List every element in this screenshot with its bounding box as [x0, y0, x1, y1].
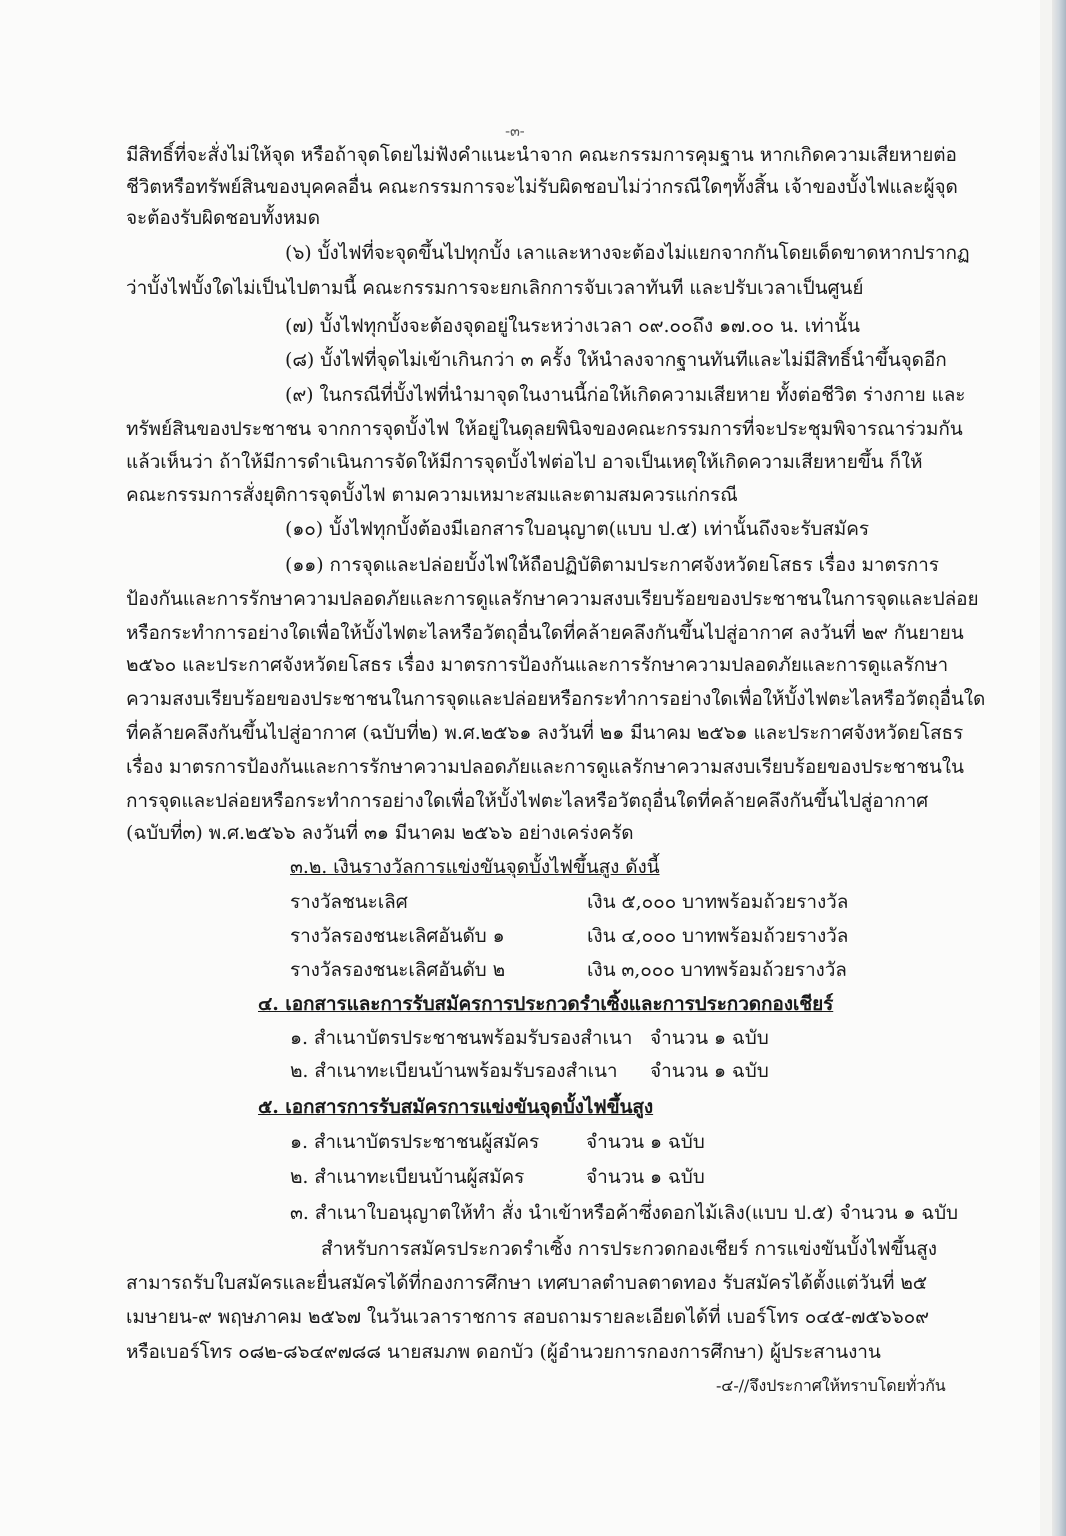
prize-2-name: รางวัลรองชนะเลิศอันดับ ๑	[290, 925, 505, 947]
rule-11-line-4: ๒๕๖๐ และประกาศจังหวัดยโสธร เรื่อง มาตรการป้องกันและการรักษาความปลอดภัยและการดูแลรักษา	[126, 654, 949, 676]
page-edge	[1052, 0, 1066, 1536]
section-4-item-1-qty: จำนวน ๑ ฉบับ	[650, 1027, 769, 1049]
section-5-item-2-qty: จำนวน ๑ ฉบับ	[586, 1166, 705, 1188]
section-4-item-2-name: ๒. สำเนาทะเบียนบ้านพร้อมรับรองสำเนา	[290, 1060, 618, 1082]
closing-line-4: หรือเบอร์โทร ๐๘๒-๘๖๔๙๗๘๘ นายสมภพ ดอกบัว (ผู้อำนวยการกองการศึกษา) ผู้ประสานงาน	[126, 1341, 881, 1363]
rule-11-line-9: (ฉบับที่๓) พ.ศ.๒๕๖๖ ลงวันที่ ๓๑ มีนาคม ๒๕๖๖ อย่างเคร่งครัด	[126, 822, 634, 844]
rule-11-line-7: เรื่อง มาตรการป้องกันและการรักษาความปลอดภัยและการดูแลรักษาความสงบเรียบร้อยของประชาชนใน	[126, 756, 964, 778]
prize-heading: ๓.๒. เงินรางวัลการแข่งขันจุดบั้งไฟขึ้นสูง ดังนี้	[290, 856, 660, 878]
rule-11-line-2: ป้องกันและการรักษาความปลอดภัยและการดูแลรักษาความสงบเรียบร้อยของประชาชนในการจุดและปล่อย	[126, 588, 979, 610]
rule-10: (๑๐) บั้งไฟทุกบั้งต้องมีเอกสารใบอนุญาต(แบบ ป.๕) เท่านั้นถึงจะรับสมัคร	[285, 518, 869, 540]
intro-line-1: มีสิทธิ์ที่จะสั่งไม่ให้จุด หรือถ้าจุดโดยไม่ฟังคำแนะนำจาก คณะกรรมการคุมฐาน หากเกิดความเสียหายต่อ	[126, 144, 957, 166]
rule-7: (๗) บั้งไฟทุกบั้งจะต้องจุดอยู่ในระหว่างเวลา ๐๙.๐๐ถึง ๑๗.๐๐ น. เท่านั้น	[285, 315, 860, 337]
prize-3-amount: เงิน ๓,๐๐๐ บาทพร้อมถ้วยรางวัล	[587, 959, 847, 981]
rule-9-line-2: ทรัพย์สินของประชาชน จากการจุดบั้งไฟ ให้อยู่ในดุลยพินิจของคณะกรรมการที่จะประชุมพิจารณาร่วมกัน	[126, 418, 963, 440]
prize-1-name: รางวัลชนะเลิศ	[290, 891, 408, 913]
page-number: -๓-	[505, 122, 525, 140]
prize-2-amount: เงิน ๔,๐๐๐ บาทพร้อมถ้วยรางวัล	[587, 925, 849, 947]
closing-line-1: สำหรับการสมัครประกวดรำเซิ้ง การประกวดกองเชียร์ การแข่งขันบั้งไฟขึ้นสูง	[321, 1238, 937, 1260]
section-5-item-1-qty: จำนวน ๑ ฉบับ	[586, 1131, 705, 1153]
rule-11-line-8: การจุดและปล่อยหรือกระทำการอย่างใดเพื่อให้บั้งไฟตะไลหรือวัตถุอื่นใดที่คล้ายคลึงกันขึ้นไปสู่อากาศ	[126, 790, 929, 812]
intro-line-2: ชีวิตหรือทรัพย์สินของบุคคลอื่น คณะกรรมการจะไม่รับผิดชอบไม่ว่ากรณีใดๆทั้งสิ้น เจ้าของบั้งไฟและผู้จุด	[126, 176, 958, 198]
intro-line-3: จะต้องรับผิดชอบทั้งหมด	[126, 207, 320, 229]
prize-1-amount: เงิน ๕,๐๐๐ บาทพร้อมถ้วยรางวัล	[587, 891, 849, 913]
closing-line-2: สามารถรับใบสมัครและยื่นสมัครได้ที่กองการศึกษา เทศบาลตำบลตาดทอง รับสมัครได้ตั้งแต่วันที่ ๒๕	[126, 1272, 928, 1294]
section-5-item-2-name: ๒. สำเนาทะเบียนบ้านผู้สมัคร	[290, 1166, 525, 1188]
rule-11-line-3: หรือกระทำการอย่างใดเพื่อให้บั้งไฟตะไลหรือวัตถุอื่นใดที่คล้ายคลึงกันขึ้นไปสู่อากาศ ลงวันที่ ๒๙ กันยายน	[126, 622, 964, 644]
prize-3-name: รางวัลรองชนะเลิศอันดับ ๒	[290, 959, 506, 981]
closing-line-3: เมษายน-๙ พฤษภาคม ๒๕๖๗ ในวันเวลาราชการ สอบถามรายละเอียดได้ที่ เบอร์โทร ๐๔๕-๗๕๖๖๐๙	[126, 1306, 929, 1328]
rule-9-line-1: (๙) ในกรณีที่บั้งไฟที่นำมาจุดในงานนี้ก่อให้เกิดความเสียหาย ทั้งต่อชีวิต ร่างกาย และ	[285, 384, 966, 406]
rule-11-line-5: ความสงบเรียบร้อยของประชาชนในการจุดและปล่อยหรือกระทำการอย่างใดเพื่อให้บั้งไฟตะไลหรือวัตถุอื่นใด	[126, 688, 986, 710]
section-5-item-3: ๓. สำเนาใบอนุญาตให้ทำ สั่ง นำเข้าหรือค้าซึ่งดอกไม้เลิง(แบบ ป.๕) จำนวน ๑ ฉบับ	[290, 1202, 959, 1224]
continuation-note: -๔-//จึงประกาศให้ทราบโดยทั่วกัน	[716, 1376, 946, 1395]
section-4-item-2-qty: จำนวน ๑ ฉบับ	[650, 1060, 769, 1082]
rule-9-line-3: แล้วเห็นว่า ถ้าให้มีการดำเนินการจัดให้มีการจุดบั้งไฟต่อไป อาจเป็นเหตุให้เกิดความเสียหายขึ้น ก็ให้	[126, 451, 923, 473]
rule-6-line-2: ว่าบั้งไฟบั้งใดไม่เป็นไปตามนี้ คณะกรรมการจะยกเลิกการจับเวลาทันที และปรับเวลาเป็นศูนย์	[126, 277, 864, 299]
section-5-item-1-name: ๑. สำเนาบัตรประชาชนผู้สมัคร	[290, 1131, 540, 1153]
rule-6-line-1: (๖) บั้งไฟที่จะจุดขึ้นไปทุกบั้ง เลาและหางจะต้องไม่แยกจากกันโดยเด็ดขาดหากปรากฏ	[285, 242, 970, 264]
section-5-heading: ๕. เอกสารการรับสมัครการแข่งขันจุดบั้งไฟขึ้นสูง	[258, 1096, 654, 1118]
section-4-item-1-name: ๑. สำเนาบัตรประชาชนพร้อมรับรองสำเนา	[290, 1027, 633, 1049]
section-4-heading: ๔. เอกสารและการรับสมัครการประกวดรำเซิ้งและการประกวดกองเชียร์	[258, 993, 834, 1015]
rule-11-line-6: ที่คล้ายคลึงกันขึ้นไปสู่อากาศ (ฉบับที่๒) พ.ศ.๒๕๖๑ ลงวันที่ ๒๑ มีนาคม ๒๕๖๑ และประกาศจังหวัดยโสธร	[126, 722, 964, 744]
rule-11-line-1: (๑๑) การจุดและปล่อยบั้งไฟให้ถือปฏิบัติตามประกาศจังหวัดยโสธร เรื่อง มาตรการ	[285, 554, 939, 576]
rule-8: (๘) บั้งไฟที่จุดไม่เข้าเกินกว่า ๓ ครั้ง ให้นำลงจากฐานทันทีและไม่มีสิทธิ์นำขึ้นจุดอีก	[285, 349, 947, 371]
rule-9-line-4: คณะกรรมการสั่งยุติการจุดบั้งไฟ ตามความเหมาะสมและตามสมควรแก่กรณี	[126, 484, 738, 506]
